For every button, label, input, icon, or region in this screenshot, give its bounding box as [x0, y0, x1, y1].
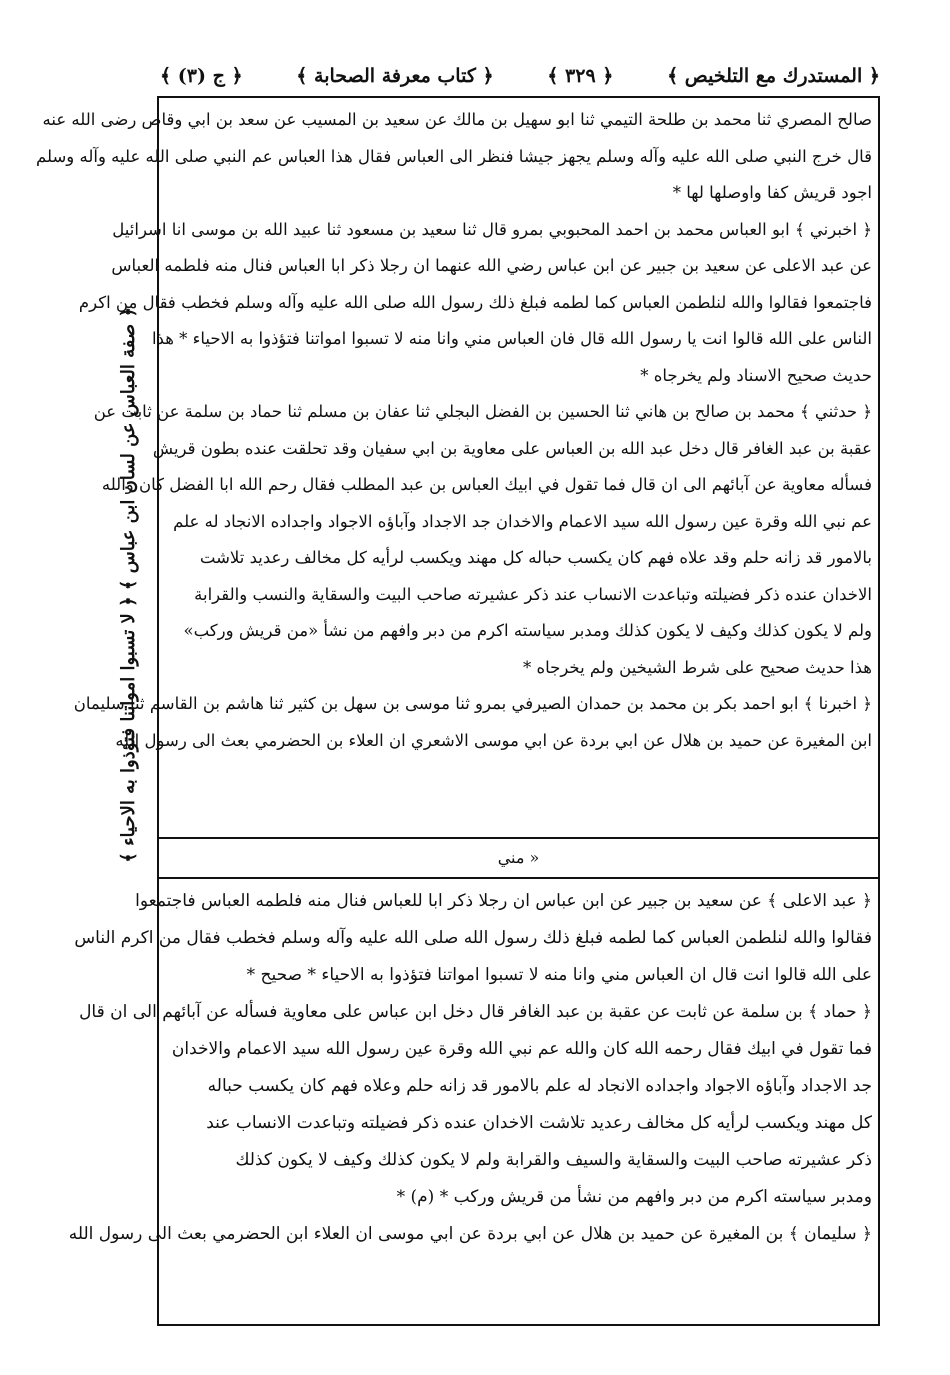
margin-note-text: ﴿ صفة العباس عن لسان ابن عباس ﴾ ﴿ لا تسبوا امواتنا فتؤذوا به الاحياء ﴾: [117, 307, 139, 863]
main-line: ﴿ اخبرني ﴾ ابو العباس محمد بن احمد المحبوبي بمرو قال ثنا سعيد بن مسعود ثنا عبيد الله بن موسى انا اسرائيل: [112, 219, 872, 239]
main-line: اجود قريش كفا واوصلها لها *: [672, 183, 872, 202]
separator-label: « مني: [497, 848, 540, 867]
summary-line: على الله قالوا انت قال ان العباس مني وانا منه لا تسبوا امواتنا فتؤذوا به الاحياء * صحيح *: [246, 965, 872, 985]
summary-line: ذكر عشيرته صاحب البيت والسقاية والسيف والقرابة ولم لا يكون كذلك وكيف لا يكون كذلك: [235, 1150, 872, 1170]
summary-line: ﴿ سليمان ﴾ بن المغيرة عن حميد بن هلال عن ابي بردة عن ابي موسى ان العلاء ابن الحضرمي بعث الى رسول الله: [68, 1224, 872, 1244]
summary-line: فقالوا والله لنلطمن العباس كما لطمه فبلغ ذلك رسول الله صلى الله عليه وآله وسلم فخطب فقال من اكرم الناس: [74, 928, 872, 948]
page-number: ﴿ ٣٢٩ ﴾: [547, 65, 614, 87]
main-line: ﴿ حدثني ﴾ محمد بن صالح بن هاني ثنا الحسين بن الفضل البجلي ثنا عفان بن مسلم ثنا حماد بن سلمة عن ثابت عن: [93, 402, 872, 421]
summary-line: ﴿ حماد ﴾ بن سلمة عن ثابت عن عقبة بن عبد الغافر قال دخل ابن عباس على معاوية فسأله عن آبائهم الى ان قال: [79, 1002, 872, 1022]
main-line: بالامور قد زانه حلم وقد علاه فهم كان يكسب حباله كل مهند ويكسب لرأيه كل مخالف رعديد تلاشت: [199, 548, 872, 567]
main-line: هذا حديث صحيح على شرط الشيخين ولم يخرجاه *: [522, 657, 872, 677]
main-line: فاجتمعوا فقالوا والله لنلطمن العباس كما لطمه فبلغ ذلك رسول الله صلى الله عليه وآله وسلم فخطب فقال من اكرم: [78, 292, 872, 312]
main-line: صالح المصري ثنا محمد بن طلحة التيمي ثنا ابو سهيل بن مالك عن سعيد بن المسيب عن سعد بن ابي وقاص رضى الله عنه: [42, 110, 872, 129]
summary-area: [68, 877, 878, 1324]
summary-line: فما تقول في ابيك فقال رحمه الله كان والله عم نبي الله وقرة عين رسول الله سيد الاعمام والاخدان: [171, 1039, 872, 1059]
summary-line: كل مهند ويكسب لرأيه كل مخالف رعديد تلاشت الاخدان عنده ذكر فضيلته وتباعدت الانساب عند: [206, 1113, 872, 1133]
summary-line: ﴿ عبد الاعلى ﴾ عن سعيد بن جبير عن ابن عباس ان رجلا ذكر ابا للعباس فنال منه فلطمه العباس فاجتمعوا: [135, 891, 872, 911]
main-line: قال خرج النبي صلى الله عليه وآله وسلم يجهز جيشا فنظر الى العباس فقال هذا العباس عم النبي صلى الله عليه وآله وسلم: [36, 146, 872, 166]
main-line: حديث صحيح الاسناد ولم يخرجاه *: [640, 365, 872, 385]
book-section: ﴿ كتاب معرفة الصحابة ﴾: [296, 65, 494, 87]
header-title: ﴿ المستدرك مع التلخيص ﴾: [667, 65, 880, 87]
main-line: ولم لا يكون كذلك وكيف لا يكون كذلك ومدبر سياسته اكرم من دبر وافهم من نشأ «من قريش وركب»: [183, 621, 872, 640]
main-line: ابن المغيرة عن حميد بن هلال عن ابي بردة عن ابي موسى الاشعري ان العلاء بن الحضرمي بعث الى رسول الله: [115, 730, 872, 750]
main-line: عن عبد الاعلى عن سعيد بن جبير عن ابن عباس رضي الله عنهما ان رجلا ذكر ابا العباس فنال منه فلطمه العباس: [111, 256, 872, 275]
page-header: [160, 56, 880, 96]
summary-line: ومدبر سياسته اكرم من دبر وافهم من نشأ من قريش وركب * (م) *: [396, 1187, 872, 1207]
main-line: فسأله معاوية عن آبائهم الى ان قال فما تقول في ابيك العباس بن عبد المطلب فقال رحم الله ابا الفضل كان والله: [101, 475, 872, 494]
summary-line: جد الاجداد وآباؤه الاجواد واجداده الانجاد له علم بالامور قد زانه حلم وعلاه فهم كان يكسب حباله: [207, 1076, 872, 1096]
main-line: عم نبي الله وقرة عين رسول الله سيد الاعمام والاخدان جد الاجداد وآباؤه الاجواد واجداده الانجاد له علم: [173, 511, 872, 531]
volume-number: ﴿ ج (٣) ﴾: [160, 65, 243, 87]
summary-text: [68, 883, 872, 1253]
main-line: الناس على الله قالوا انت يا رسول الله قال فان العباس مني وانا منه لا تسبوا امواتنا فتؤذوا به الاحياء * هذا: [151, 329, 872, 348]
main-line: ﴿ اخبرنا ﴾ ابو احمد بكر بن محمد بن حمدان الصيرفي بمرو ثنا موسى بن سهل بن كثير ثنا هاشم بن القاسم ثنا سليمان: [73, 694, 872, 713]
main-line: الاخدان عنده ذكر فضيلته وتباعدت الانساب عند ذكر عشيرته صاحب البيت والسقاية والنسب والقرابة: [194, 584, 872, 604]
main-line: عقبة بن عبد الغافر قال دخل عبد الله بن العباس على معاوية بن ابي سفيان وقد تحلقت عنده بطون قريش: [152, 438, 872, 458]
